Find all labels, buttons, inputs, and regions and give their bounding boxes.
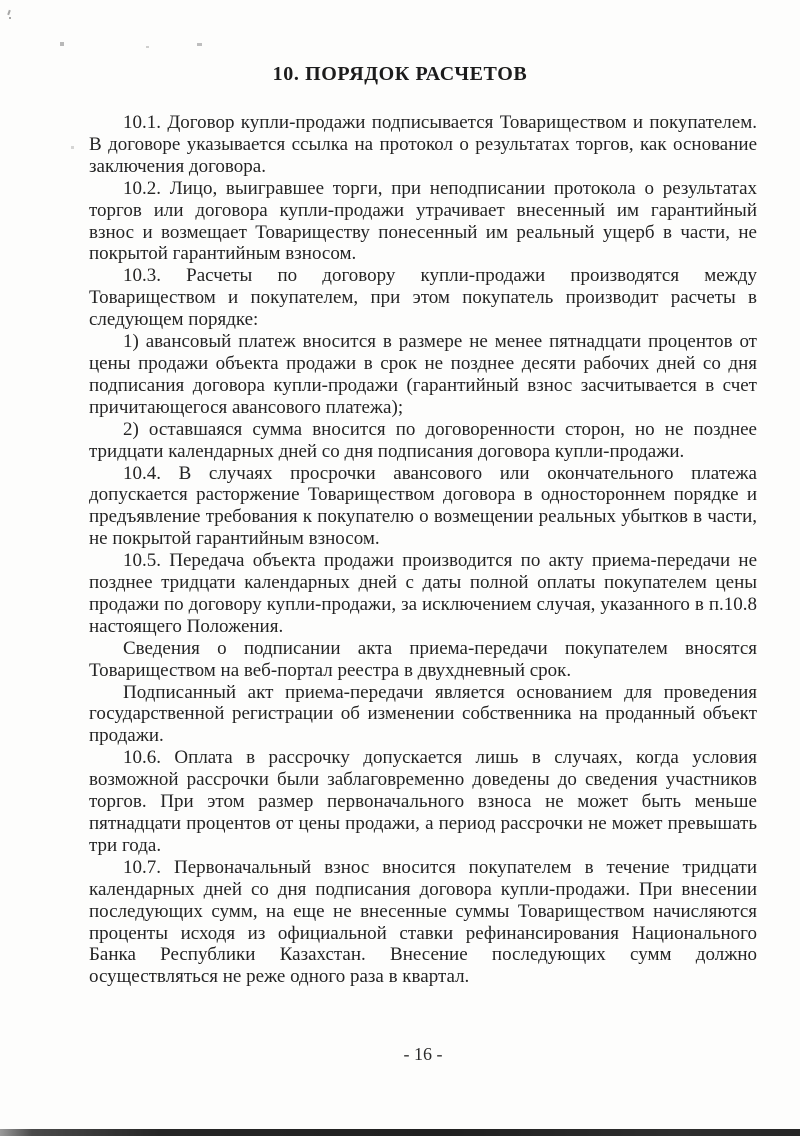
scan-speck	[7, 10, 11, 15]
paragraph-10-3: 10.3. Расчеты по договору купли-продажи производятся между Товариществом и покупателем, при этом покупатель производит расчеты в следующем порядке:	[89, 265, 757, 331]
paragraph-10-6: 10.6. Оплата в рассрочку допускается лишь в случаях, когда условия возможной рассрочки были заблаговременно доведены до сведения участников торгов. При этом размер первоначального взноса не может быть меньше пятнадцати процентов от цены продажи, а период рассрочки не может превышать три года.	[89, 747, 757, 856]
scan-speck	[197, 43, 202, 46]
paragraph-10-5-note-2: Подписанный акт приема-передачи является основанием для проведения государственной регистрации об изменении собственника на проданный объект продажи.	[89, 681, 757, 747]
scan-speck	[60, 42, 64, 46]
page-number: - 16 -	[403, 1044, 443, 1064]
document-body	[89, 112, 757, 988]
paragraph-10-3-item-1: 1) авансовый платеж вносится в размере не менее пятнадцати процентов от цены продажи объекта продажи в срок не позднее десяти рабочих дней со дня подписания договора купли-продажи (гарантийный взнос засчитывается в счет причитающегося авансового платежа);	[89, 331, 757, 418]
scan-speck	[146, 46, 149, 48]
paragraph-10-5: 10.5. Передача объекта продажи производится по акту приема-передачи не позднее тридцати календарных дней с даты полной оплаты покупателем цены продажи по договору купли-продажи, за исключением случая, указанного в п.10.8 настоящего Положения.	[89, 550, 757, 637]
paragraph-10-3-item-2: 2) оставшаяся сумма вносится по договоренности сторон, но не позднее тридцати календарных дней со дня подписания договора купли-продажи.	[89, 418, 757, 462]
scan-edge-strip	[0, 1129, 800, 1136]
section-title: 10. ПОРЯДОК РАСЧЕТОВ	[272, 63, 528, 85]
paragraph-10-7: 10.7. Первоначальный взнос вносится покупателем в течение тридцати календарных дней со дня подписания договора купли-продажи. При внесении последующих сумм, на еще не внесенные суммы Товариществом начисляются проценты исходя из официальной ставки рефинансирования Национального Банка Республики Казахстан. Внесение последующих сумм должно осуществляться не реже одного раза в квартал.	[89, 856, 757, 988]
paragraph-10-4: 10.4. В случаях просрочки авансового или окончательного платежа допускается расторжение Товариществом договора в одностороннем порядке и предъявление требования к покупателю о возмещении реальных убытков в части, не покрытой гарантийным взносом.	[89, 462, 757, 550]
paragraph-10-1: 10.1. Договор купли-продажи подписывается Товариществом и покупателем. В договоре указывается ссылка на протокол о результатах торгов, как основание заключения договора.	[89, 112, 757, 177]
scan-speck	[9, 17, 11, 19]
scan-speck	[71, 146, 74, 149]
paragraph-10-2: 10.2. Лицо, выигравшее торги, при неподписании протокола о результатах торгов или договора купли-продажи утрачивает внесенный им гарантийный взнос и возмещает Товариществу понесенный им реальный ущерб в части, не покрытой гарантийным взносом.	[89, 177, 757, 265]
paragraph-10-5-note-1: Сведения о подписании акта приема-передачи покупателем вносятся Товариществом на веб-портал реестра в двухдневный срок.	[89, 637, 757, 681]
